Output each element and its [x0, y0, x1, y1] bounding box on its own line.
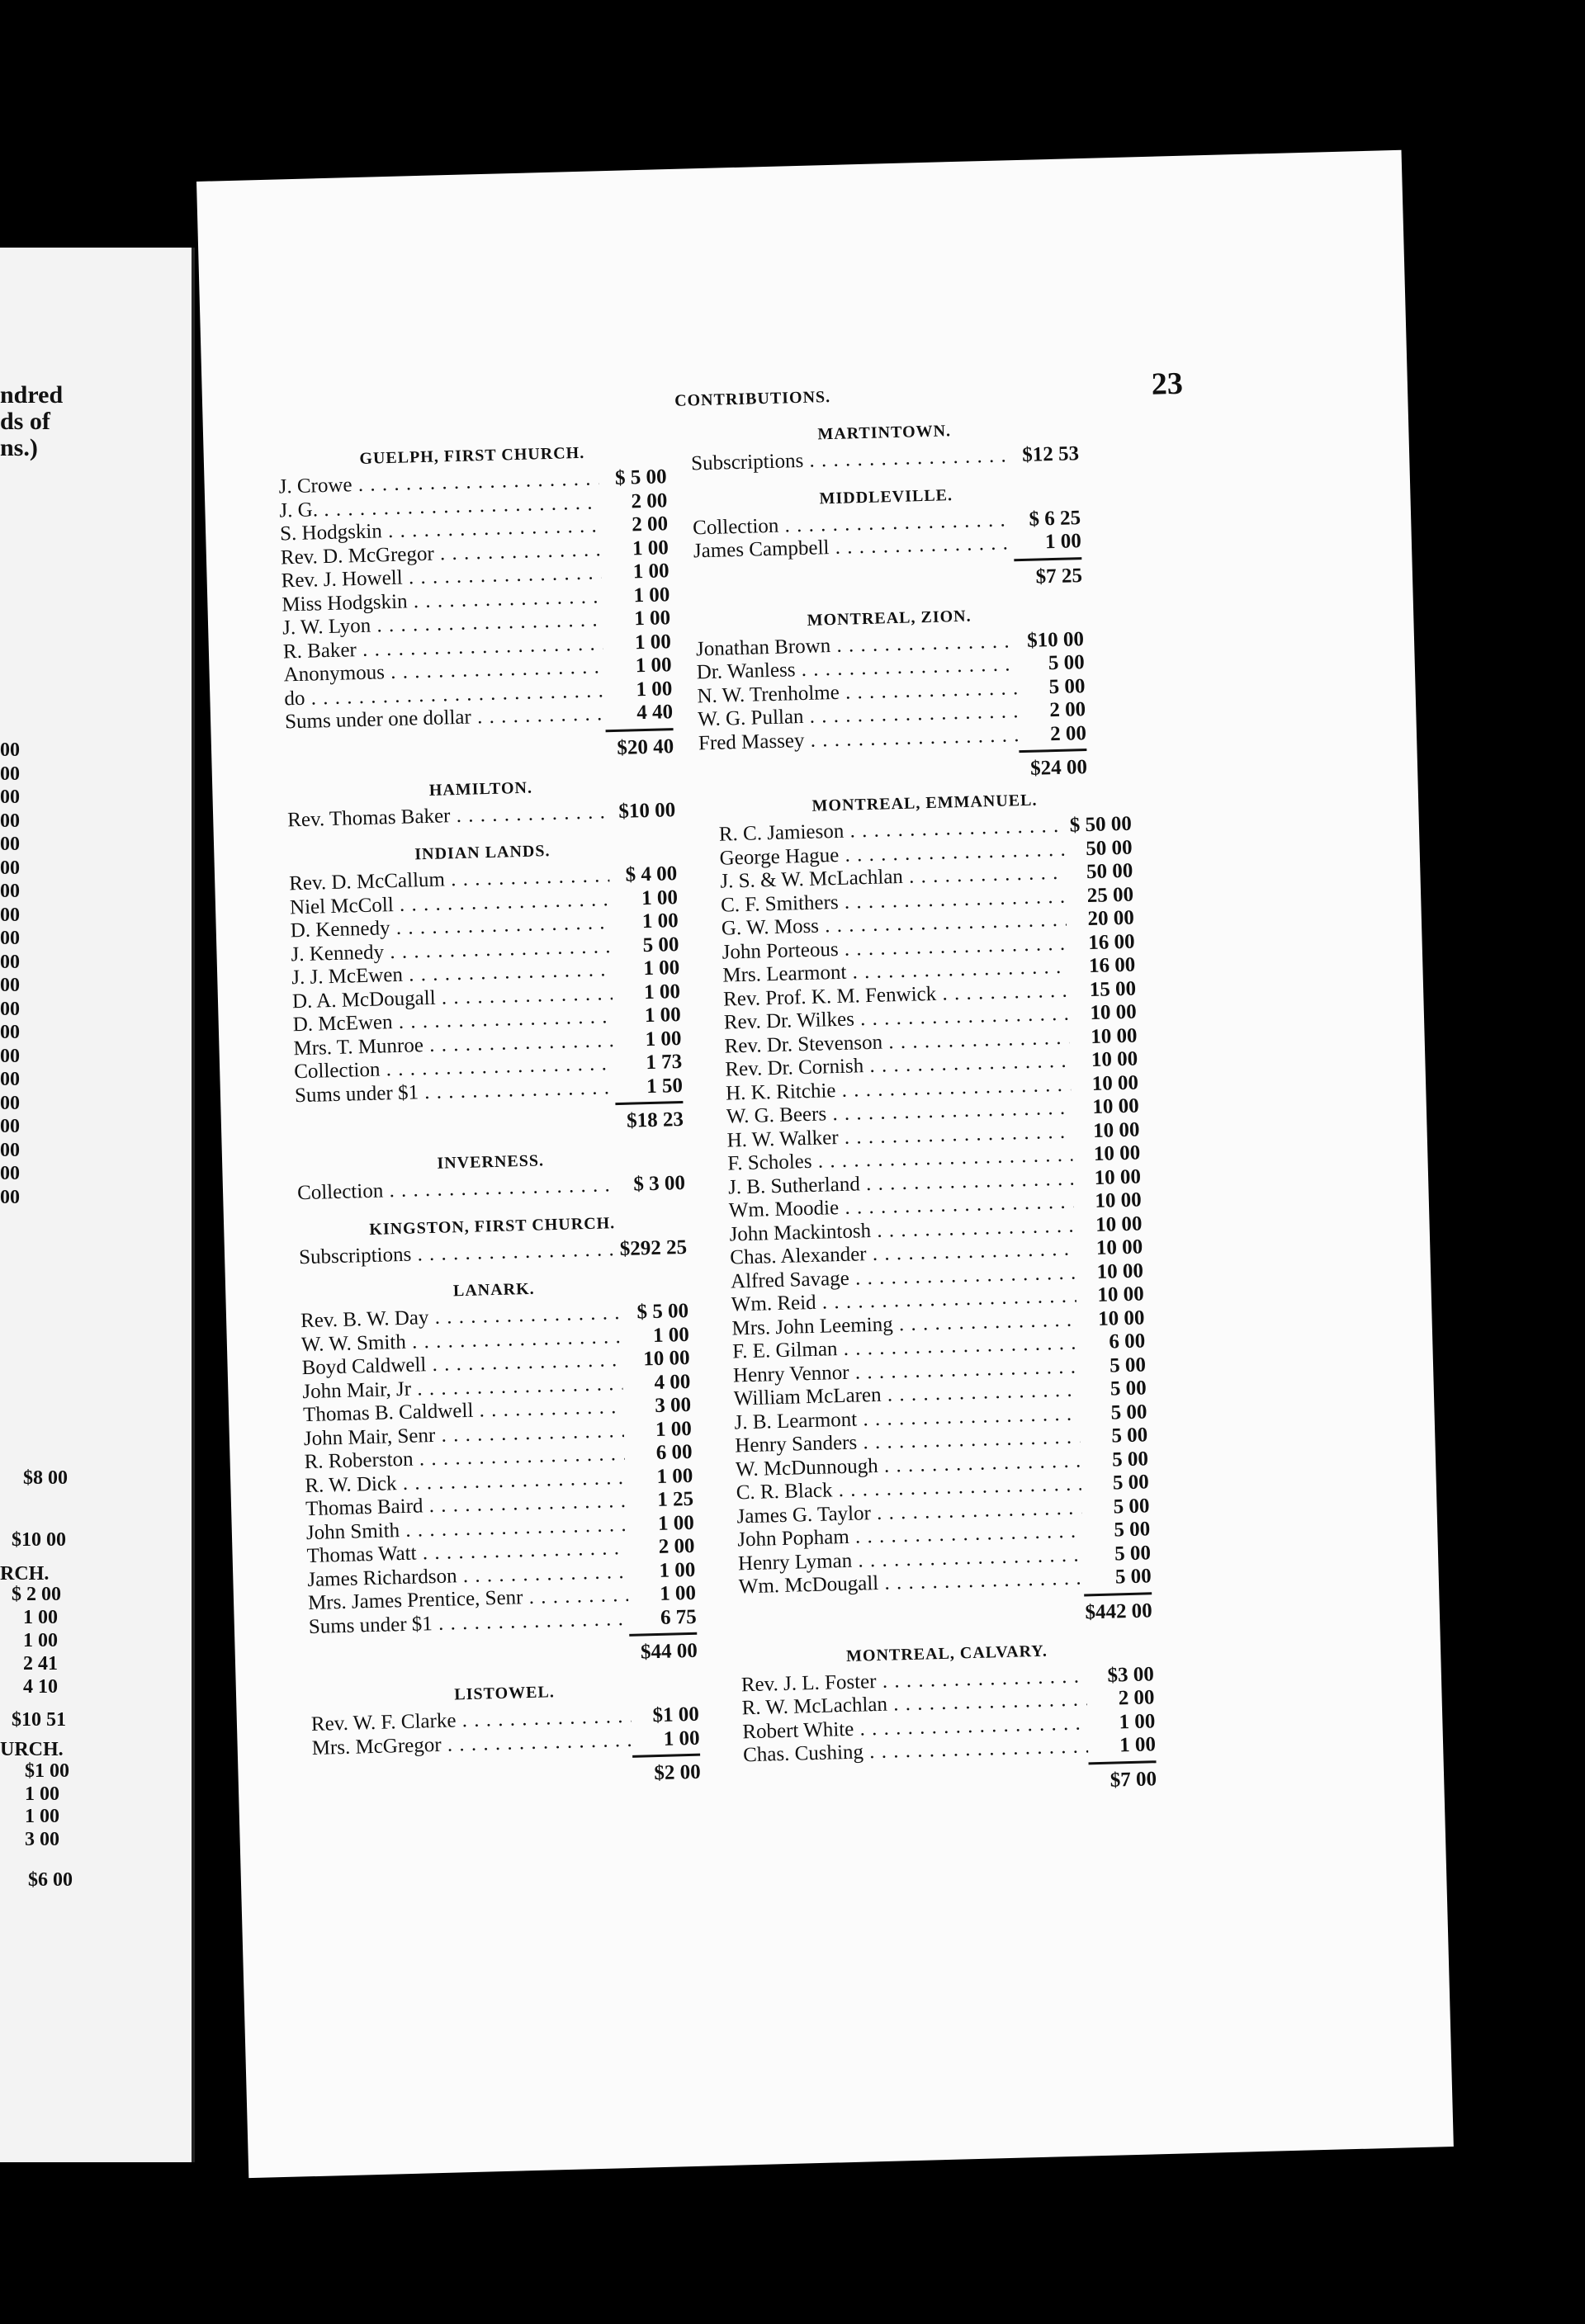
contributor-name: D. McEwen . . . [292, 1005, 613, 1037]
contributor-name: Jonathan Brown . . . [696, 630, 1017, 661]
contribution-amount: $ 5 00 [636, 1299, 689, 1324]
contribution-amount: 1 00 [656, 1464, 693, 1488]
contribution-amount: 50 00 [1085, 836, 1133, 860]
running-head: CONTRIBUTIONS. [674, 387, 831, 410]
contributor-name: Rev. Dr. Stevenson . . . [724, 1026, 1070, 1058]
section-total: $18 23 [615, 1101, 684, 1133]
contribution-amount: 1 00 [633, 583, 670, 607]
contribution-amount: 10 00 [1094, 1164, 1142, 1189]
left-page-amount: 2 41 [23, 1653, 58, 1675]
left-page-amount: 00 [0, 1045, 20, 1067]
contribution-amount: 10 00 [1095, 1235, 1143, 1259]
left-page-fragment [0, 248, 195, 2162]
contributor-name: Wm. McDougall . . . [738, 1566, 1084, 1599]
section-total: $7 25 [1014, 557, 1082, 589]
contributor-name: Rev. W. F. Clarke . . . [311, 1705, 632, 1736]
contribution-amount: 1 00 [635, 654, 672, 678]
contributor-name: D. Kennedy . . . [290, 911, 611, 942]
section-heading: HAMILTON. [428, 778, 533, 800]
contribution-amount: 1 00 [634, 630, 672, 654]
contributor-name: Thomas Baird . . . [305, 1490, 627, 1521]
contributor-name: James G. Taylor . . . [736, 1496, 1082, 1528]
contributor-name: Collection . . . [693, 508, 1014, 540]
contribution-amount: 1 73 [646, 1050, 683, 1075]
left-page-amount: 1 00 [25, 1806, 59, 1827]
section-total-row [312, 1754, 701, 1794]
contribution-amount: 1 00 [652, 1323, 690, 1347]
section-total: $20 40 [606, 728, 674, 760]
contributor-name: H. W. Walker . . . [726, 1120, 1072, 1152]
section-heading: GUELPH, FIRST CHURCH. [359, 443, 585, 468]
left-page-amount: 1 00 [23, 1607, 58, 1628]
contributor-name: Fred Massey . . . [698, 724, 1020, 755]
left-page-amount: $8 00 [23, 1467, 68, 1489]
contributor-name: Henry Sanders . . . [735, 1426, 1081, 1458]
left-page-amount: 00 [0, 1163, 20, 1184]
section-heading: MONTREAL, CALVARY. [845, 1641, 1048, 1665]
contribution-amount: 1 00 [1119, 1709, 1156, 1733]
contributor-name: J. S. & W. McLachlan . . . [720, 862, 1066, 894]
contribution-amount: 50 00 [1086, 859, 1133, 884]
contribution-amount: 1 00 [663, 1726, 700, 1750]
left-page-amount: 00 [0, 1116, 20, 1137]
contributor-name: John Mackintosh . . . [729, 1214, 1075, 1246]
contributor-name: Rev. Dr. Wilkes . . . [724, 1003, 1070, 1035]
contributor-name: R. W. Dick . . . [305, 1466, 626, 1497]
left-page-text: ndred [0, 381, 64, 409]
contributor-name: Rev. Prof. K. M. Fenwick . . . [723, 979, 1069, 1011]
contribution-amount: 16 00 [1087, 930, 1135, 954]
page-header [202, 366, 1407, 410]
section-total: $442 00 [1084, 1592, 1152, 1624]
contributor-name: John Popham . . . [737, 1519, 1083, 1552]
contributor-name: J. G. . . . [279, 491, 600, 522]
left-page-amount: 00 [0, 998, 20, 1020]
left-page-amount: $10 51 [12, 1709, 66, 1731]
left-page-amount: 00 [0, 763, 20, 785]
contributor-name: J. Kennedy . . . [291, 935, 612, 966]
contributor-name: Sums under $1 . . . [309, 1607, 630, 1638]
contributor-name: C. F. Smithers . . . [721, 885, 1067, 917]
contribution-section [692, 483, 1082, 598]
contributor-name: J. W. Lyon . . . [282, 608, 603, 640]
main-page [196, 150, 1454, 2178]
contributor-name: W. W. Smith . . . [301, 1325, 622, 1357]
contributor-name: William McLaren . . . [733, 1379, 1079, 1411]
contribution-amount: 1 00 [657, 1511, 695, 1535]
contribution-amount: 1 50 [646, 1074, 684, 1098]
contribution-amount: 10 00 [1095, 1188, 1143, 1212]
section-total-row [309, 1632, 698, 1673]
contribution-amount: 10 00 [1091, 1071, 1139, 1095]
contribution-amount: 5 00 [1110, 1377, 1147, 1401]
contributor-name: Henry Lyman . . . [738, 1543, 1084, 1575]
contribution-amount: 10 00 [1096, 1259, 1144, 1283]
contribution-amount: 1 00 [632, 536, 669, 560]
contribution-amount: 1 00 [645, 1027, 682, 1051]
contribution-amount: 2 00 [631, 489, 668, 513]
left-page-amount: URCH. [0, 1739, 64, 1760]
contribution-amount: 1 25 [656, 1487, 694, 1511]
contributor-name: John Smith . . . [306, 1513, 627, 1544]
contribution-amount: 6 75 [660, 1605, 698, 1629]
contributor-name: Mrs. John Leeming . . . [731, 1308, 1077, 1340]
contribution-amount: $10 00 [618, 798, 676, 823]
contribution-row [691, 442, 1080, 476]
contribution-amount: 6 00 [655, 1440, 693, 1464]
section-heading: MONTREAL, EMMANUEL. [811, 791, 1038, 815]
left-page-amount: 00 [0, 786, 20, 808]
contributor-name: Mrs. McGregor . . . [311, 1728, 632, 1760]
contribution-amount: 5 00 [1114, 1565, 1152, 1589]
contribution-section [740, 1639, 1157, 1802]
contributor-name: Rev. J. L. Foster . . . [741, 1665, 1087, 1697]
contribution-amount: 1 00 [643, 980, 681, 1004]
left-page-amount: 00 [0, 904, 20, 926]
contribution-amount: 10 00 [1090, 1024, 1138, 1048]
contribution-amount: 2 00 [1118, 1686, 1155, 1710]
contribution-amount: 1 00 [641, 886, 679, 909]
contributor-name: Rev. B. W. Day . . . [300, 1301, 622, 1333]
contributor-name: H. K. Ritchie . . . [726, 1073, 1072, 1105]
section-heading: LANARK. [452, 1279, 535, 1301]
left-page-amount: 1 00 [25, 1783, 59, 1805]
left-page-text: ns.) [0, 434, 38, 461]
contributor-name: Wm. Moodie . . . [729, 1191, 1075, 1223]
contribution-amount: 5 00 [1110, 1400, 1147, 1424]
contribution-amount: 1 00 [633, 607, 671, 631]
left-page-amount: 00 [0, 739, 20, 761]
left-page-amount: 00 [0, 1092, 20, 1114]
contributor-name: Sums under $1 . . . [295, 1076, 616, 1108]
contributor-name: Mrs. T. Munroe . . . [293, 1029, 614, 1060]
left-page-amount: 00 [0, 834, 20, 855]
contribution-row [299, 1235, 688, 1269]
contribution-amount: 4 00 [654, 1370, 691, 1394]
contribution-amount: 2 00 [658, 1534, 695, 1558]
contribution-amount: 5 00 [1048, 651, 1085, 675]
left-page-amount: RCH. [0, 1563, 50, 1585]
section-heading: INDIAN LANDS. [414, 842, 551, 864]
contributor-name: Collection . . . [294, 1052, 615, 1084]
contribution-amount: $ 3 00 [633, 1171, 686, 1196]
section-heading: MARTINTOWN. [817, 422, 952, 444]
contributor-name: Thomas B. Caldwell . . . [303, 1396, 624, 1427]
contribution-amount: 1 00 [659, 1581, 697, 1605]
left-page-amount: 1 00 [23, 1630, 58, 1651]
contributor-name: Rev. D. McCallum . . . [289, 864, 610, 895]
contributor-name: Sums under one dollar . . . [285, 702, 606, 734]
contribution-section [298, 1212, 687, 1269]
left-page-amount: $6 00 [28, 1869, 73, 1891]
contribution-amount: $12 53 [1021, 442, 1080, 466]
left-page-amount: 00 [0, 857, 20, 879]
contribution-amount: 1 00 [1119, 1733, 1157, 1757]
section-total: $2 00 [632, 1754, 701, 1786]
contributor-name: N. W. Trenholme . . . [697, 677, 1018, 708]
contribution-amount: 5 00 [1112, 1471, 1149, 1495]
contributor-name: Robert White . . . [742, 1712, 1088, 1744]
contribution-amount: $3 00 [1107, 1662, 1155, 1687]
contribution-amount: 5 00 [1048, 674, 1086, 698]
left-page-amount: 3 00 [25, 1829, 59, 1850]
contribution-amount: $ 5 00 [614, 465, 667, 489]
left-page-amount: $ 2 00 [12, 1584, 61, 1605]
contribution-section [286, 775, 675, 833]
contribution-amount: 10 00 [1097, 1306, 1145, 1330]
contribution-amount: 6 00 [1109, 1330, 1146, 1353]
section-heading: LISTOWEL. [454, 1683, 556, 1704]
left-page-amount: 00 [0, 1139, 20, 1161]
contribution-amount: $ 6 25 [1029, 506, 1081, 531]
contributor-name: Rev. D. McGregor . . . [281, 538, 602, 569]
section-heading: MONTREAL, ZION. [807, 607, 972, 630]
contributor-name: Subscriptions . . . [691, 444, 1012, 475]
contribution-amount: 2 00 [1049, 698, 1086, 722]
contributor-name: F. Scholes . . . [727, 1144, 1073, 1176]
contributor-name: James Campbell . . . [693, 531, 1015, 563]
contributor-name: Rev. J. Howell . . . [281, 561, 602, 593]
left-page-amount: 00 [0, 975, 20, 996]
contributor-name: Wm. Reid . . . [731, 1285, 1076, 1317]
contributor-name: Rev. Thomas Baker . . . [287, 801, 608, 832]
contributor-name: G. W. Moss . . . [722, 909, 1067, 941]
contributor-name: Collection . . . [297, 1174, 618, 1205]
contribution-amount: 5 00 [1113, 1494, 1150, 1518]
contribution-amount: 10 00 [1090, 1000, 1138, 1025]
left-page-amount: 00 [0, 881, 20, 902]
section-heading: INVERNESS. [437, 1151, 545, 1173]
contributor-name: Thomas Watt . . . [306, 1537, 627, 1568]
contribution-amount: 10 00 [1091, 1047, 1138, 1071]
contributor-name: J. Crowe . . . [278, 467, 599, 498]
left-page-amount: 4 10 [23, 1676, 58, 1698]
section-total: $24 00 [1019, 749, 1087, 781]
contribution-amount: 5 00 [1114, 1518, 1151, 1542]
contribution-amount: 1 00 [636, 677, 673, 701]
contributor-name: W. G. Beers . . . [726, 1097, 1072, 1129]
contributor-name: Subscriptions . . . [299, 1238, 620, 1269]
contribution-amount: 5 00 [642, 933, 679, 957]
left-page-amount: 00 [0, 928, 20, 949]
contribution-amount: 1 00 [644, 1003, 681, 1027]
contribution-row [287, 799, 676, 833]
contributor-name: R. W. McLachlan . . . [741, 1688, 1087, 1720]
contribution-amount: $ 50 00 [1069, 812, 1133, 837]
contribution-amount: 1 00 [643, 957, 680, 980]
contributor-name: Anonymous . . . [283, 655, 604, 687]
contribution-amount: 10 00 [1092, 1094, 1140, 1118]
contribution-amount: $10 00 [1026, 627, 1085, 652]
contribution-amount: 1 00 [641, 909, 679, 933]
contributor-name: W. G. Pullan . . . [698, 700, 1019, 731]
section-heading: MIDDLEVILLE. [819, 485, 953, 508]
contribution-section [718, 789, 1152, 1633]
contributor-name: John Mair, Jr . . . [302, 1372, 623, 1403]
contributor-name: do . . . [284, 679, 605, 711]
left-page-amount: 00 [0, 951, 20, 973]
contribution-amount: 10 00 [1097, 1282, 1145, 1306]
contributor-name: S. Hodgskin . . . [280, 514, 601, 546]
section-total-row [739, 1592, 1152, 1633]
contributor-name: George Hague . . . [719, 838, 1065, 870]
contribution-amount: 3 00 [654, 1393, 692, 1417]
contribution-amount: 1 00 [659, 1558, 696, 1582]
section-total-row [296, 1101, 684, 1141]
contributor-name: Miss Hodgskin . . . [282, 585, 603, 616]
contribution-section [310, 1679, 701, 1794]
column-right-bottom [718, 789, 1157, 1818]
contribution-amount: $1 00 [652, 1703, 700, 1727]
section-total-row [744, 1760, 1157, 1802]
contribution-section [695, 604, 1087, 790]
contribution-section [300, 1276, 698, 1673]
contributor-name: Niel McColl . . . [290, 888, 611, 919]
contribution-amount: 16 00 [1088, 953, 1136, 978]
contribution-section [296, 1148, 685, 1206]
contributor-name: C. R. Black . . . [736, 1472, 1081, 1504]
contribution-amount: 5 00 [1109, 1353, 1147, 1377]
contribution-amount: 5 00 [1111, 1447, 1149, 1471]
contribution-amount: 10 00 [1093, 1141, 1141, 1165]
contribution-amount: 4 40 [636, 701, 674, 725]
contributor-name: Boyd Caldwell . . . [301, 1349, 622, 1380]
contributor-name: John Porteous . . . [722, 932, 1067, 964]
contribution-amount: $292 25 [619, 1235, 688, 1260]
contributor-name: John Mair, Senr . . . [304, 1419, 625, 1450]
contribution-section [288, 838, 684, 1141]
contributor-name: R. C. Jamieson . . . [719, 815, 1065, 847]
contribution-section [278, 442, 674, 768]
contributor-name: R. Roberston . . . [304, 1443, 625, 1474]
contributor-name: J. J. McEwen . . . [291, 958, 613, 990]
column-right-top [690, 418, 1088, 805]
contribution-amount: 15 00 [1089, 977, 1137, 1001]
left-page-text: ds of [0, 408, 50, 435]
left-page-amount: $1 00 [25, 1760, 69, 1782]
contributor-name: Mrs. James Prentice, Senr . . . [308, 1584, 629, 1615]
contributor-name: Henry Vennor . . . [733, 1355, 1079, 1387]
left-page-amount: 00 [0, 1186, 20, 1208]
contribution-amount: $ 4 00 [625, 862, 678, 886]
contributor-name: Chas. Alexander . . . [730, 1238, 1076, 1270]
contribution-row [297, 1172, 686, 1206]
contributor-name: D. A. McDougall . . . [292, 982, 613, 1013]
contributor-name: Dr. Wanless . . . [696, 653, 1017, 684]
contribution-amount: 10 00 [642, 1346, 690, 1371]
contribution-amount: 1 00 [655, 1417, 693, 1441]
contribution-amount: 2 00 [631, 513, 669, 536]
contribution-amount: 25 00 [1086, 883, 1134, 907]
section-total-row [286, 728, 674, 768]
contributor-name: J. B. Learmont . . . [734, 1402, 1080, 1434]
section-heading: KINGSTON, FIRST CHURCH. [369, 1213, 616, 1239]
section-total: $44 00 [629, 1632, 698, 1665]
contributor-name: J. B. Sutherland . . . [728, 1167, 1074, 1199]
column-left [278, 442, 702, 1811]
left-page-amount: 00 [0, 1022, 20, 1043]
left-page-amount: 00 [0, 1069, 20, 1090]
section-total-row [699, 749, 1088, 789]
section-total: $7 00 [1088, 1760, 1157, 1793]
section-total-row [693, 557, 1082, 598]
contribution-section [690, 418, 1079, 476]
contribution-amount: 5 00 [1111, 1424, 1148, 1448]
contribution-amount: 20 00 [1087, 906, 1135, 931]
contributor-name: W. McDunnough . . . [736, 1449, 1081, 1481]
contribution-amount: 10 00 [1095, 1212, 1143, 1236]
contribution-amount: 5 00 [1114, 1541, 1152, 1565]
contributor-name: F. E. Gilman . . . [732, 1332, 1078, 1364]
contributor-name: Mrs. Learmont . . . [722, 956, 1068, 988]
contributor-name: James Richardson . . . [307, 1560, 628, 1591]
left-page-amount: $10 00 [12, 1529, 66, 1551]
page-number: 23 [1151, 366, 1184, 402]
contribution-amount: 1 00 [632, 560, 669, 583]
contributor-name: Rev. Dr. Cornish . . . [725, 1050, 1071, 1082]
contributor-name: Alfred Savage . . . [731, 1261, 1076, 1293]
contributor-name: R. Baker . . . [283, 632, 604, 664]
contribution-amount: 1 00 [1044, 530, 1082, 554]
left-page-amount: 00 [0, 810, 20, 832]
contribution-amount: 2 00 [1049, 721, 1087, 745]
contribution-amount: 10 00 [1092, 1117, 1140, 1142]
contributor-name: Chas. Cushing . . . [743, 1735, 1089, 1767]
